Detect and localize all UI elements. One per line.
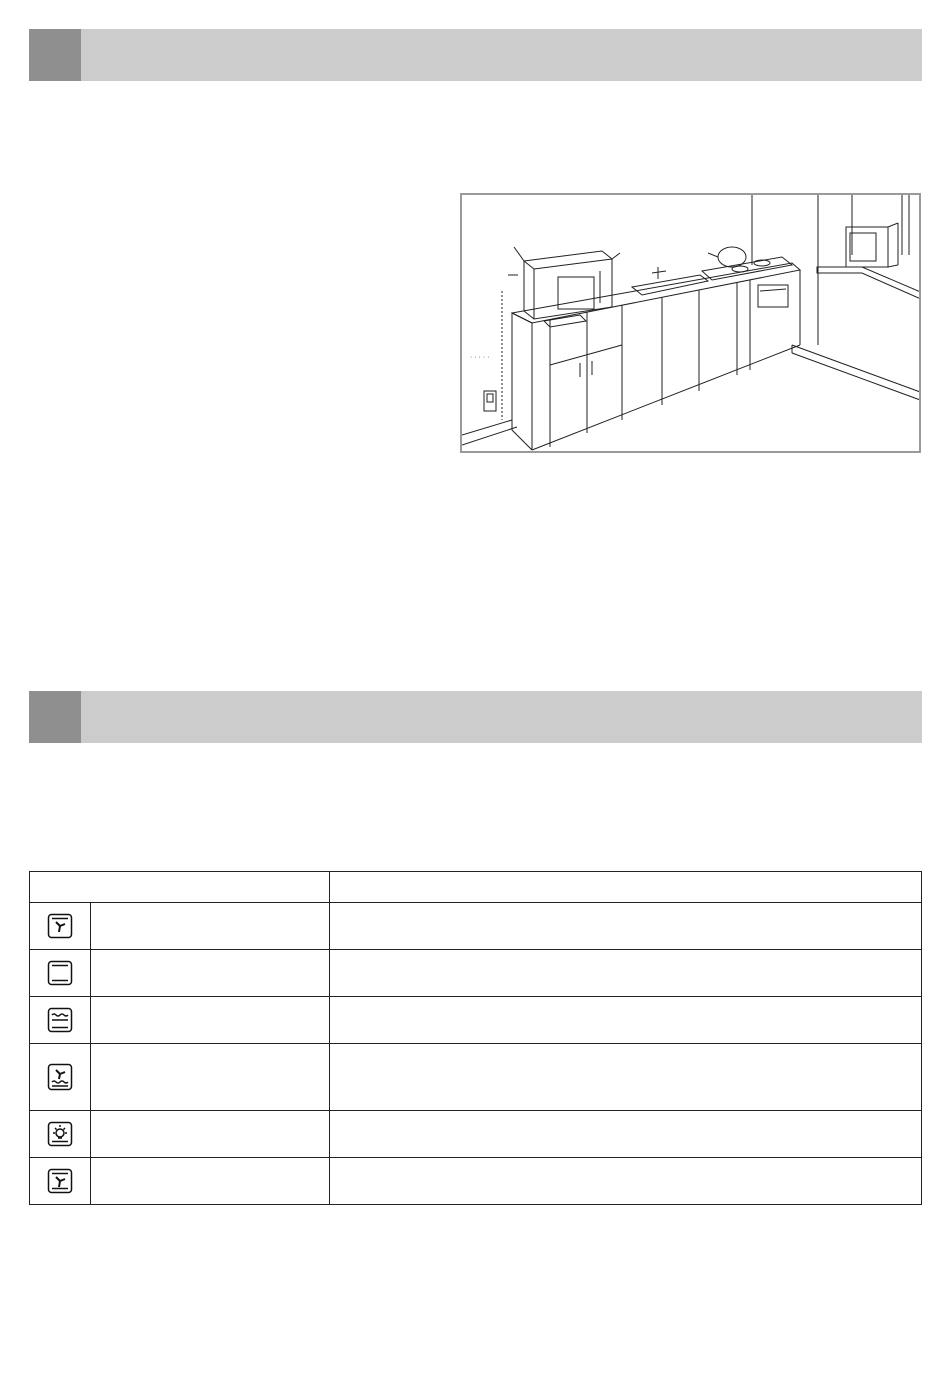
function-description (330, 903, 922, 950)
fan-icon (47, 1168, 73, 1194)
function-description (330, 950, 922, 997)
section-number-tab (29, 29, 81, 81)
functions-table (29, 871, 922, 1205)
function-description (330, 1044, 922, 1111)
table-row (30, 1111, 922, 1158)
function-name (91, 1158, 330, 1205)
table-row (30, 903, 922, 950)
fan-grill-bottom-icon (47, 1063, 73, 1091)
function-name (91, 1044, 330, 1111)
table-row (30, 1044, 922, 1111)
header-function (30, 872, 330, 903)
function-description (330, 997, 922, 1044)
table-header-row (30, 872, 922, 903)
fan-grill-icon (47, 913, 73, 939)
section-header-1 (29, 29, 922, 81)
function-description (330, 1158, 922, 1205)
table-row (30, 950, 922, 997)
svg-text:· · · · ·: · · · · · (470, 354, 490, 361)
function-name (91, 950, 330, 997)
function-name (91, 1111, 330, 1158)
top-bottom-heat-icon (47, 960, 73, 986)
section-number-tab (29, 691, 81, 743)
table-row (30, 1158, 922, 1205)
table-row (30, 997, 922, 1044)
grill-icon (47, 1007, 73, 1033)
function-description (330, 1111, 922, 1158)
function-name (91, 903, 330, 950)
section-header-2 (29, 691, 922, 743)
function-name (91, 997, 330, 1044)
kitchen-installation-drawing (460, 193, 921, 453)
oven-lamp-icon (47, 1121, 73, 1147)
header-description (330, 872, 922, 903)
